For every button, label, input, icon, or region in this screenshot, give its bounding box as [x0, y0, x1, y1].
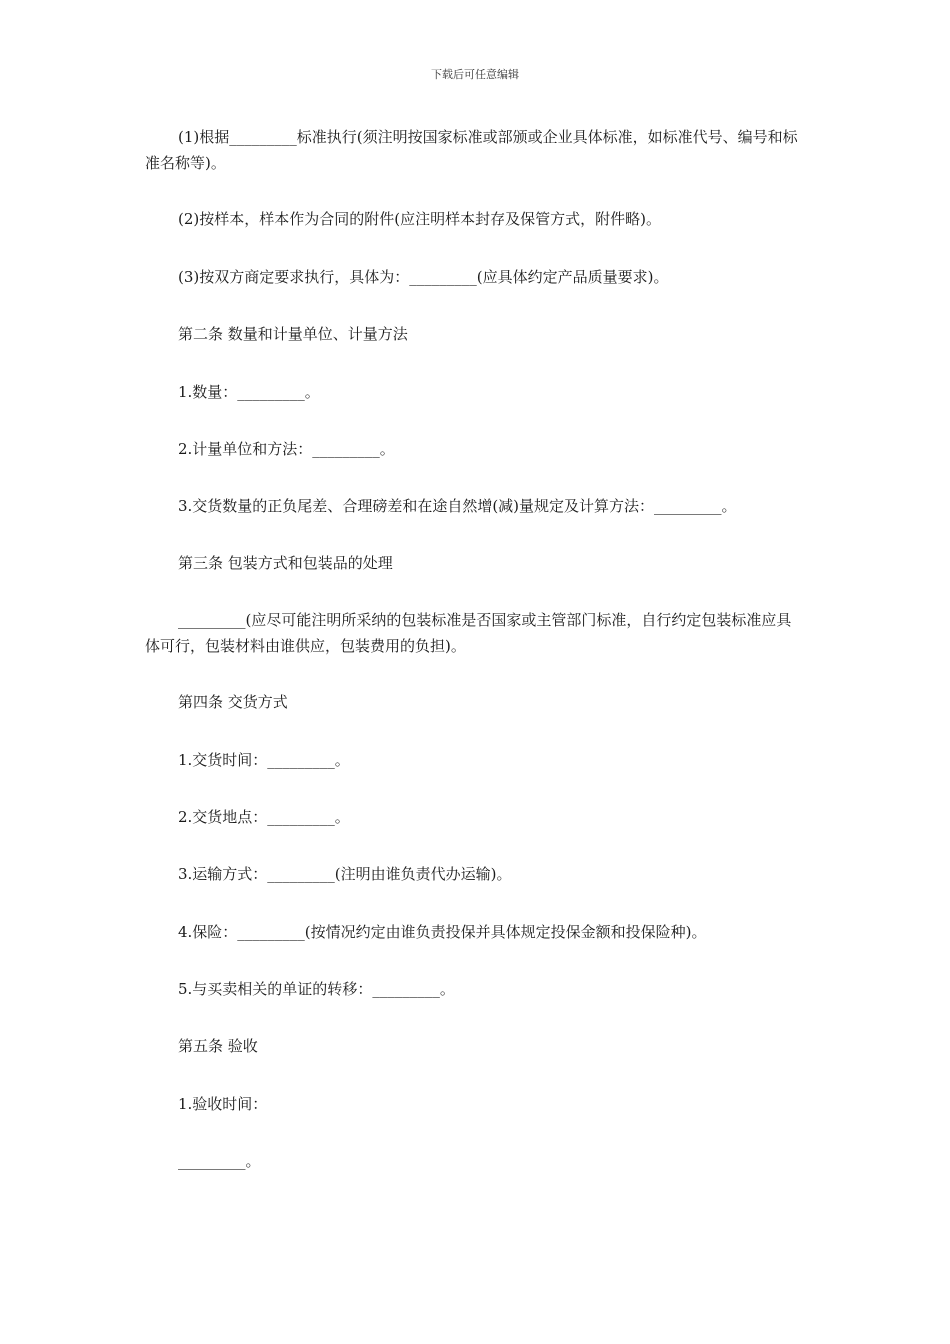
- clause-quality-sample: (2)按样本，样本作为合同的附件(应注明样本封存及保管方式，附件略)。: [178, 210, 661, 228]
- section-heading-article-3: 第三条 包装方式和包装品的处理: [178, 554, 393, 572]
- clause-inspection-time-blank: _________。: [178, 1152, 261, 1170]
- section-heading-article-4: 第四条 交货方式: [178, 693, 288, 711]
- section-heading-article-5: 第五条 验收: [178, 1037, 258, 1055]
- clause-delivery-time: 1.交货时间：_________。: [178, 751, 350, 769]
- clause-transport: 3.运输方式：_________(注明由谁负责代办运输)。: [178, 865, 512, 883]
- clause-unit-method: 2.计量单位和方法：_________。: [178, 440, 395, 458]
- section-heading-article-2: 第二条 数量和计量单位、计量方法: [178, 325, 408, 343]
- clause-insurance: 4.保险：_________(按情况约定由谁负责投保并具体规定投保金额和投保险种)。: [178, 923, 707, 941]
- clause-quantity: 1.数量：_________。: [178, 383, 320, 401]
- page-header: 下载后可任意编辑: [431, 68, 519, 81]
- clause-inspection-time: 1.验收时间：: [178, 1095, 268, 1113]
- clause-tolerance: 3.交货数量的正负尾差、合理磅差和在途自然增(减)量规定及计算方法：_________。: [178, 497, 737, 515]
- clause-document-transfer: 5.与买卖相关的单证的转移：_________。: [178, 980, 455, 998]
- clause-packaging: _________(应尽可能注明所采纳的包装标准是否国家或主管部门标准，自行约定包装标准应具体可行，包装材料由谁供应，包装费用的负担)。: [145, 611, 792, 655]
- clause-quality-agreed: (3)按双方商定要求执行，具体为：_________(应具体约定产品质量要求)。: [178, 268, 669, 286]
- clause-quality-standard: (1)根据_________标准执行(须注明按国家标准或部颁或企业具体标准，如标准代号、编号和标准名称等)。: [145, 128, 798, 172]
- clause-delivery-place: 2.交货地点：_________。: [178, 808, 350, 826]
